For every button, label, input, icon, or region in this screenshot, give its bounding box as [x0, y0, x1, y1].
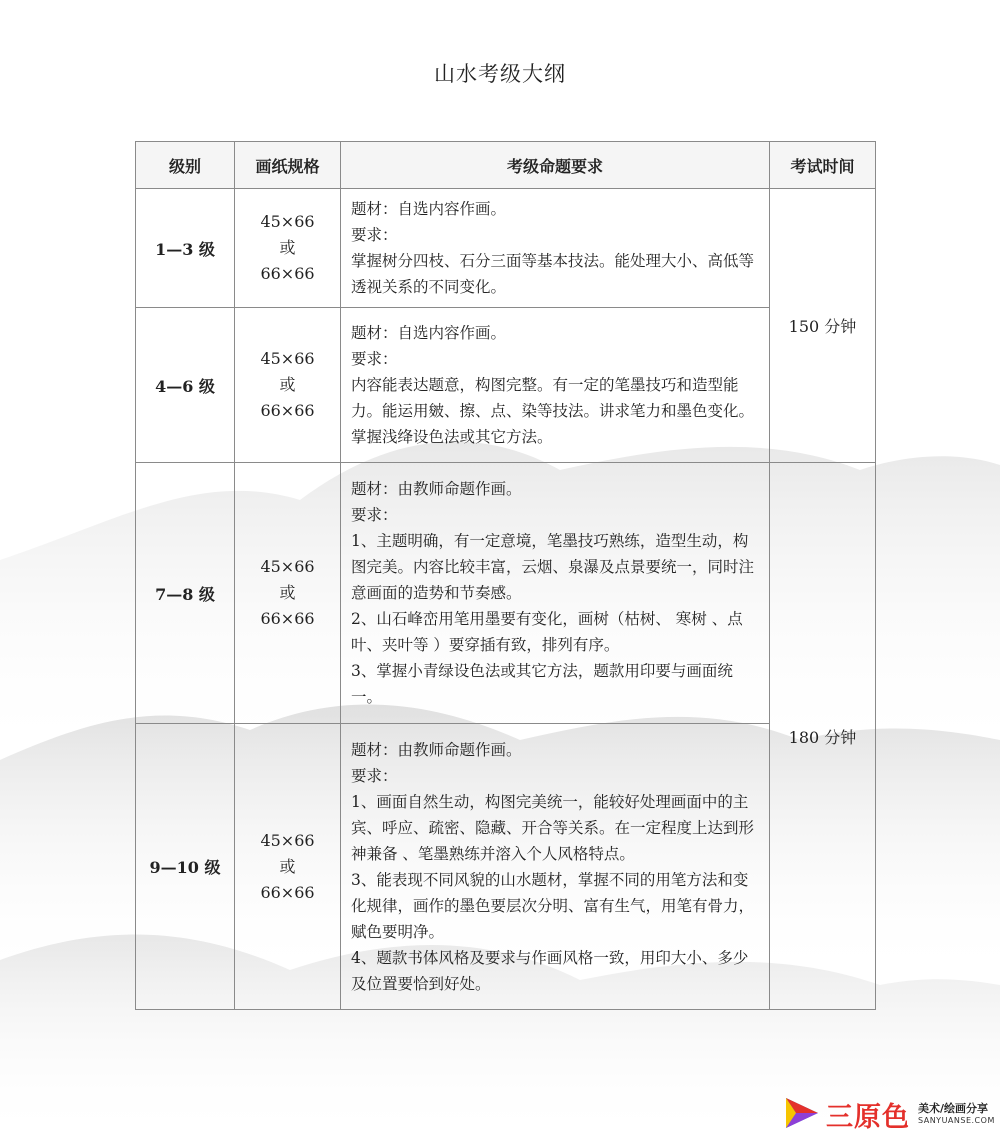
header-requirements: 考级命题要求 — [341, 142, 770, 189]
requirements-cell — [341, 724, 770, 1010]
watermark-tagline: 美术/绘画分享 — [918, 1102, 989, 1115]
requirement-heading: 要求： — [351, 506, 398, 524]
paper-size-or: 或 — [279, 238, 296, 257]
paper-size-a: 45×66 — [260, 349, 315, 368]
level-cell: 1—3 级 — [136, 189, 235, 308]
paper-size-or: 或 — [279, 583, 296, 602]
paper-size-cell — [235, 308, 341, 463]
requirement-item-3: 3、能表现不同风貌的山水题材，掌握不同的用笔方法和变化规律，画作的墨色要层次分明、富有生气，用笔有骨力，赋色要明净。 — [351, 870, 755, 941]
requirements-cell — [341, 463, 770, 724]
requirement-subject: 题材：由教师命题作画。 — [351, 480, 522, 498]
requirement-text: 掌握树分四枝、石分三面等基本技法。能处理大小、高低等透视关系的不同变化。 — [351, 252, 755, 296]
requirements-cell — [341, 189, 770, 308]
play-logo-icon — [782, 1095, 822, 1131]
requirement-subject: 题材：由教师命题作画。 — [351, 740, 522, 759]
level-cell: 4—6 级 — [136, 308, 235, 463]
paper-size-or: 或 — [279, 856, 296, 876]
paper-size-b: 66×66 — [260, 609, 315, 628]
requirement-subject: 题材：自选内容作画。 — [351, 200, 507, 218]
requirement-item-2: 2、山石峰峦用笔用墨要有变化，画树（枯树、 寒树 、点叶、夹叶等 ）要穿插有致，排列有序。 — [351, 610, 743, 654]
paper-size-cell — [235, 463, 341, 724]
requirement-item-4: 4、题款书体风格及要求与作画风格一致，用印大小、多少及位置要恰到好处。 — [351, 948, 749, 993]
requirement-heading: 要求： — [351, 766, 398, 785]
table-header-row — [136, 142, 876, 189]
table-row — [136, 189, 876, 308]
watermark-brand: 三原色 — [826, 1102, 910, 1133]
paper-size-b: 66×66 — [260, 264, 315, 283]
level-cell: 9—10 级 — [136, 724, 235, 1010]
requirement-subject: 题材：自选内容作画。 — [351, 324, 507, 342]
requirement-item-3: 3、掌握小青绿设色法或其它方法，题款用印要与画面统一。 — [351, 662, 733, 706]
header-paper-size: 画纸规格 — [235, 142, 341, 189]
paper-size-a: 45×66 — [260, 830, 315, 850]
table-row — [136, 463, 876, 724]
requirement-item-1: 1、画面自然生动，构图完美统一，能较好处理画面中的主宾、呼应、疏密、隐藏、开合等关系。在一定程度上达到形神兼备 、笔墨熟练并溶入个人风格特点。 — [351, 792, 755, 863]
exam-outline-table — [135, 141, 876, 1010]
page-title: 山水考级大纲 — [434, 62, 566, 86]
table-row — [136, 308, 876, 463]
header-exam-time: 考试时间 — [770, 142, 876, 189]
requirements-cell — [341, 308, 770, 463]
requirement-item-1: 1、主题明确，有一定意境，笔墨技巧熟练，造型生动，构图完美。内容比较丰富，云烟、泉瀑及点景要统一，同时注意画面的造势和节奏感。 — [351, 532, 755, 602]
paper-size-or: 或 — [279, 375, 296, 394]
exam-time-cell: 180 分钟 — [770, 463, 876, 1010]
paper-size-cell — [235, 189, 341, 308]
paper-size-b: 66×66 — [260, 401, 315, 420]
watermark-domain: SANYUANSE.COM — [918, 1116, 995, 1125]
header-level: 级别 — [136, 142, 235, 189]
exam-time-cell: 150 分钟 — [770, 189, 876, 463]
requirement-text: 内容能表达题意，构图完整。有一定的笔墨技巧和造型能力。能运用皴、擦、点、染等技法。讲求笔力和墨色变化。掌握浅绛设色法或其它方法。 — [351, 376, 755, 446]
paper-size-a: 45×66 — [260, 212, 315, 231]
paper-size-b: 66×66 — [260, 882, 315, 902]
table-row — [136, 724, 876, 1010]
requirement-heading: 要求： — [351, 350, 398, 368]
watermark-logo — [782, 1093, 995, 1133]
requirement-heading: 要求： — [351, 226, 398, 244]
level-cell: 7—8 级 — [136, 463, 235, 724]
paper-size-a: 45×66 — [260, 557, 315, 576]
paper-size-cell — [235, 724, 341, 1010]
